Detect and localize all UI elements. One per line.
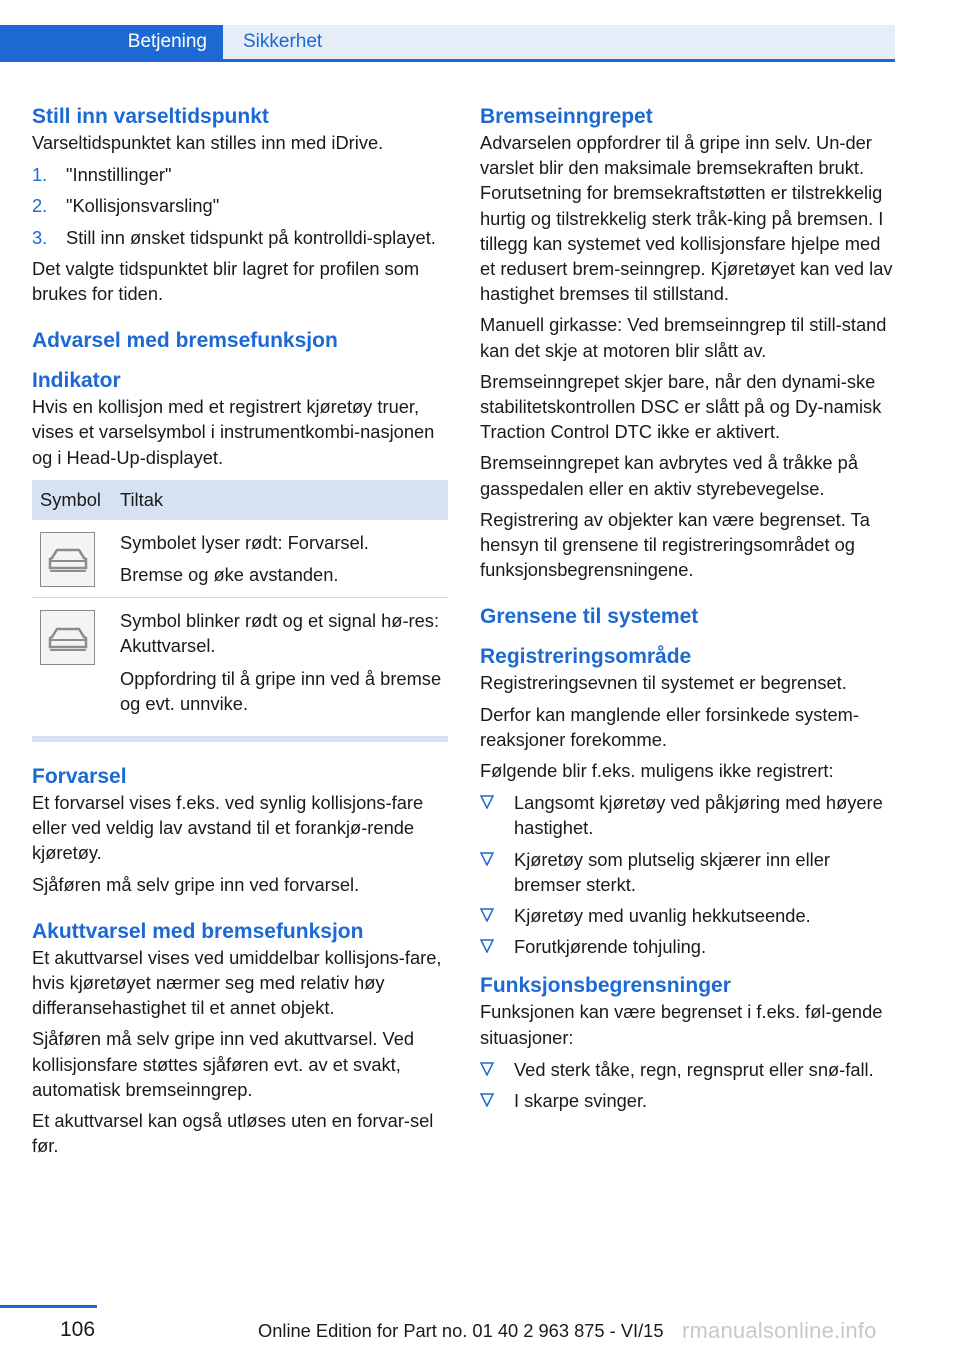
step-number: 1.	[32, 164, 48, 186]
heading-registreringsomrade: Registreringsområde	[480, 645, 692, 669]
step-number: 2.	[32, 195, 48, 217]
footer-rule	[0, 1305, 97, 1308]
triangle-bullet-icon	[480, 1062, 494, 1076]
edition-text: Online Edition for Part no. 01 40 2 963 875 - VI/15	[258, 1320, 664, 1341]
heading-funksjonsbegrensninger: Funksjonsbegrensninger	[480, 974, 731, 998]
column-header-symbol: Symbol	[40, 488, 101, 510]
paragraph: Et forvarsel vises f.eks. ved synlig kollisjons‐fare eller ved veldig lav avstand til et forankjø‐rende kjøretøy.	[32, 792, 424, 864]
paragraph: Funksjonen kan være begrenset i f.eks. føl‐gende situasjoner:	[480, 1001, 883, 1048]
step-text: "Kollisjonsvarsling"	[66, 195, 220, 217]
list-item: Langsomt kjøretøy ved påkjøring med høyere hastighet.	[480, 790, 896, 840]
table-cell-text: Oppfordring til å gripe inn ved å bremse og evt. unnvike.	[120, 667, 442, 714]
car-warning-icon	[40, 532, 95, 587]
heading-indikator: Indikator	[32, 369, 121, 393]
table-header	[32, 480, 448, 520]
triangle-bullet-icon	[480, 795, 494, 809]
triangle-bullet-icon	[480, 939, 494, 953]
page-number: 106	[60, 1318, 96, 1341]
watermark: rmanualsonline.info	[682, 1318, 877, 1343]
paragraph: Følgende blir f.eks. muligens ikke registrert:	[480, 760, 834, 782]
heading-forvarsel: Forvarsel	[32, 765, 127, 789]
step-number: 3.	[32, 226, 48, 248]
steps-list	[32, 162, 448, 250]
paragraph: Bremseinngrepet skjer bare, når den dynami‐ske stabilitetskontrollen DSC er slått på og Dy‐namisk Traction Control DTC ikke er aktivert.	[480, 370, 882, 443]
heading-advarsel-med-bremsefunksjon: Advarsel med bremsefunksjon	[32, 329, 338, 353]
paragraph: Hvis en kollisjon med et registrert kjøretøy truer, vises et varselsymbol i instrumentkombi‐nasjonen og i Head-Up-displayet.	[32, 396, 435, 468]
list-item: Ved sterk tåke, regn, regnsprut eller snø‐fall.	[480, 1057, 896, 1082]
paragraph: Registrering av objekter kan være begrenset. Ta hensyn til grensene til registreringsområdet og funksjonsbegrensningene.	[480, 508, 870, 581]
table-row	[32, 520, 448, 597]
tab-sikkerhet[interactable]: Sikkerhet	[223, 25, 895, 59]
paragraph: Sjåføren må selv gripe inn ved akuttvarsel. Ved kollisjonsfare støttes sjåføren evt. av et svakt, automatisk bremseinngrep.	[32, 1028, 415, 1100]
list-item: I skarpe svinger.	[480, 1088, 896, 1113]
paragraph: Sjåføren må selv gripe inn ved forvarsel.	[32, 873, 360, 895]
table-bottom-rule	[32, 736, 448, 742]
top-tab-bar	[0, 0, 895, 62]
step-text: Still inn ønsket tidspunkt på kontrolldi‐splayet.	[66, 226, 436, 248]
paragraph: Manuell girkasse: Ved bremseinngrep til still‐stand kan det skje at motoren blir slått av.	[480, 314, 887, 361]
list-item: Kjøretøy som plutselig skjærer inn eller bremser sterkt.	[480, 847, 896, 897]
step-text: "Innstillinger"	[66, 164, 172, 186]
bullet-list	[480, 1057, 896, 1113]
heading-grensene-til-systemet: Grensene til systemet	[480, 605, 699, 629]
paragraph: Advarselen oppfordrer til å gripe inn selv. Un‐der varslet blir den maksimale bremsekraften brukt. Forutsetning for bremsekraftstøtten er tilstrekkelig hurtig og tilstrekkelig sterk tråk‐king på bremsen. I tillegg kan systemet ved kollisjonsfare hjelpe med et redusert brem‐seinngrep. Kjøretøyet kan ved lav hastighet bremses til stillstand.	[480, 132, 893, 305]
list-item: Kjøretøy med uvanlig hekkutseende.	[480, 903, 896, 928]
right-column	[480, 104, 896, 1119]
paragraph: Et akuttvarsel kan også utløses uten en forvar‐sel før.	[32, 1110, 434, 1157]
triangle-bullet-icon	[480, 908, 494, 922]
list-item	[32, 225, 448, 250]
bullet-list	[480, 790, 896, 959]
paragraph: Det valgte tidspunktet blir lagret for profilen som brukes for tiden.	[32, 257, 420, 305]
paragraph: Derfor kan manglende eller forsinkede system‐reaksjoner forekomme.	[480, 703, 859, 750]
paragraph: Varseltidspunktet kan stilles inn med iDrive.	[32, 132, 384, 153]
heading-akuttvarsel-med-bremsefunksjon: Akuttvarsel med bremsefunksjon	[32, 919, 364, 943]
header-rule	[0, 59, 895, 62]
paragraph: Et akuttvarsel vises ved umiddelbar kollisjons‐fare, hvis kjøretøyet nærmer seg med relativ høy differansehastighet til et annet objekt.	[32, 946, 442, 1019]
triangle-bullet-icon	[480, 1093, 494, 1107]
paragraph: Registreringsevnen til systemet er begrenset.	[480, 672, 847, 694]
list-item	[32, 193, 448, 218]
column-header-tiltak: Tiltak	[120, 488, 163, 510]
car-warning-icon	[40, 610, 95, 665]
table-cell-text: Bremse og øke avstanden.	[120, 564, 339, 586]
left-column	[32, 104, 448, 1158]
table-row	[32, 598, 448, 726]
heading-bremseinngrepet: Bremseinngrepet	[480, 105, 653, 128]
triangle-bullet-icon	[480, 852, 494, 866]
list-item	[32, 162, 448, 187]
table-cell-text: Symbolet lyser rødt: Forvarsel.	[120, 531, 369, 553]
table-cell-text: Symbol blinker rødt og et signal hø‐res: Akuttvarsel.	[120, 610, 440, 657]
list-item: Forutkjørende tohjuling.	[480, 934, 896, 959]
heading-still-inn-varseltidspunkt: Still inn varseltidspunkt	[32, 105, 269, 128]
symbol-table	[32, 480, 448, 742]
tab-betjening[interactable]: Betjening	[0, 25, 223, 59]
paragraph: Bremseinngrepet kan avbrytes ved å tråkke på gasspedalen eller en aktiv styrebevegelse.	[480, 452, 859, 499]
